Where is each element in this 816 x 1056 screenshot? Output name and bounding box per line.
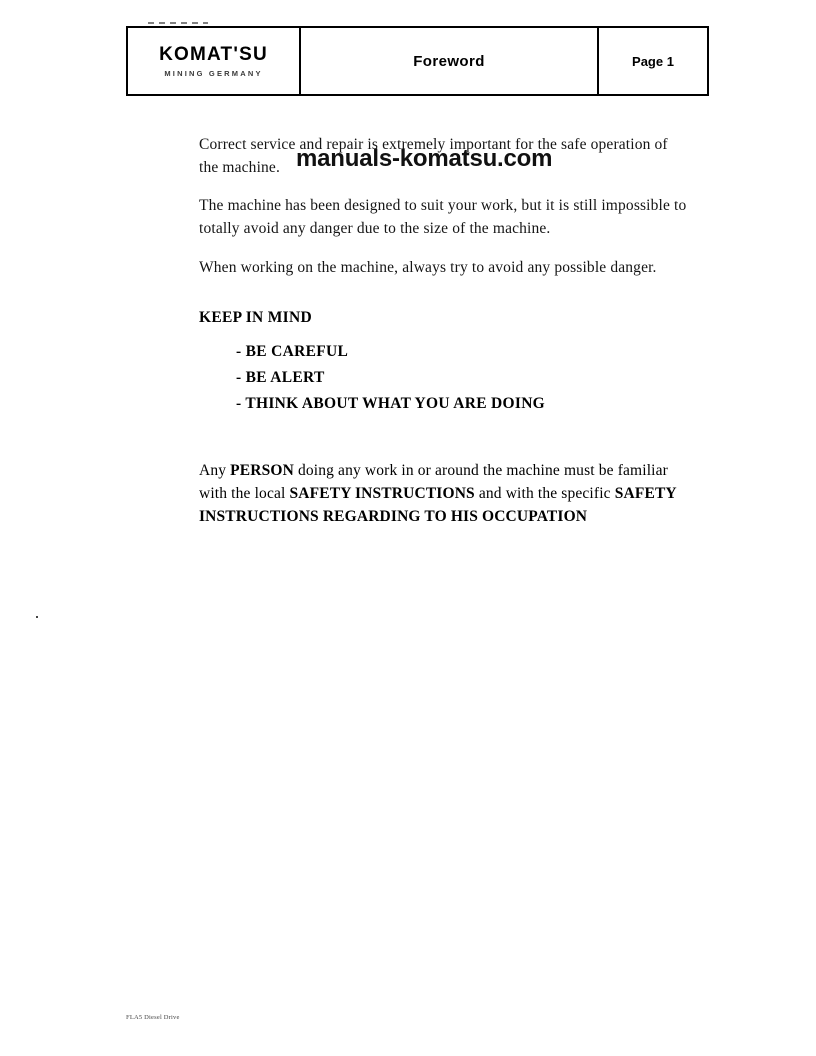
list-item: - THINK ABOUT WHAT YOU ARE DOING <box>236 394 546 412</box>
page-header-table <box>126 26 709 96</box>
paragraph-safety-importance: Correct service and repair is extremely important for the safe operation of the machine. <box>199 135 668 176</box>
paragraph-machine-design: The machine has been designed to suit your work, but it is still impossible to totally avoid any danger due to the size of the machine. <box>199 197 687 237</box>
paragraph-avoid-danger: When working on the machine, always try to avoid any possible danger. <box>199 258 657 276</box>
page-number-label: Page 1 <box>632 53 674 69</box>
page-title: Foreword <box>413 52 485 70</box>
footer-note: FLA5 Diesel Drive <box>126 1014 180 1021</box>
closing-bold-person: PERSON <box>230 461 294 479</box>
list-item: - BE CAREFUL <box>236 342 349 360</box>
header-cell-title <box>301 28 599 94</box>
scan-artifact-dashes <box>148 22 208 24</box>
header-cell-logo <box>128 28 301 94</box>
list-item: - BE ALERT <box>236 368 325 386</box>
site-watermark: manuals-komatsu.com <box>296 145 553 172</box>
paragraph-person-safety-instructions <box>199 459 689 528</box>
keep-in-mind-heading: KEEP IN MIND <box>199 308 312 326</box>
keep-in-mind-list <box>199 339 689 417</box>
closing-text-1: Any <box>199 461 231 479</box>
closing-text-3: and with the specific <box>474 484 615 502</box>
scan-artifact-dot <box>36 616 38 618</box>
closing-text-2: doing any work in or around the machine must be familiar with the local <box>199 461 668 502</box>
komatsu-logo-text: KOMAT'SU <box>159 43 268 65</box>
header-cell-page-number <box>599 28 707 94</box>
komatsu-logo-subtitle: MINING GERMANY <box>164 68 263 78</box>
closing-bold-safety-instructions: SAFETY INSTRUCTIONS <box>289 484 475 502</box>
keep-in-mind-block <box>199 307 689 417</box>
closing-bold-safety-occupation: SAFETY INSTRUCTIONS REGARDING TO HIS OCCUPATION <box>199 484 677 525</box>
document-body <box>199 117 689 543</box>
